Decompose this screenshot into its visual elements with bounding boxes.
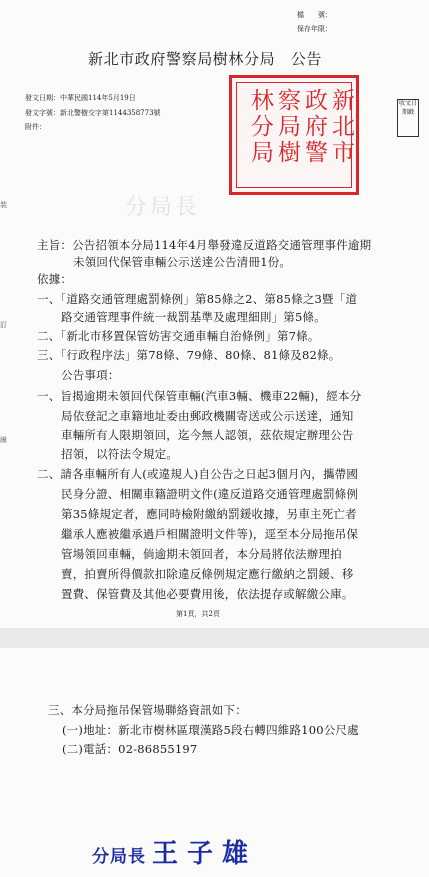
purpose-line-1: 主旨：公告招領本分局114年4月舉發違反道路交通管理事件逾期 [37, 238, 372, 252]
seal-text: 新北市政府警察局樹林分局 [247, 88, 354, 166]
basis-item: 一、「道路交通管理處罰條例」第85條之2、第85條之3暨「道 [37, 292, 358, 306]
issue-date: 發文日期：中華民國114年5月19日 [25, 94, 136, 102]
binding-mark-top: 裝 [0, 201, 7, 209]
notice-line: 民身分證、相關車籍證明文件(違反道路交通管理處罰條例 [61, 487, 359, 501]
notice-line: 第35條規定者，應同時檢附繳納罰鍰收據，另車主死亡者 [61, 507, 357, 521]
notice-line: 車輛所有人限期領回，迄今無人認領，茲依規定辦理公告 [61, 428, 354, 442]
notice-line: 置費、保管費及其他必要費用後，依法提存或解繳公庫。 [61, 587, 354, 601]
binding-mark-bottom: 線 [0, 436, 7, 444]
page-title: 新北市政府警察局樹林分局 公告 [88, 50, 323, 68]
bleed-through-mark: 分局長 [125, 195, 201, 220]
contact-address: (一)地址：新北市樹林區環漢路5段右轉四維路100公尺處 [62, 723, 359, 737]
official-seal [229, 75, 359, 195]
notice-line: 賣，拍賣所得價款扣除違反條例規定應行繳納之罰鍰、移 [61, 567, 354, 581]
page-number: 第1頁，共2頁 [176, 610, 220, 618]
notice-line: 繼承人應被繼承過戶相關證明文件等)，逕至本分局拖吊保 [61, 527, 359, 541]
file-number-label: 檔 號： [297, 11, 332, 19]
retention-period-label: 保存年限： [297, 25, 332, 33]
signature [92, 833, 257, 870]
document-number: 發文字號：新北警樹交字第1144358773號 [25, 109, 161, 117]
basis-item: 二、「新北市移置保管妨害交通車輛自治條例」第7條。 [37, 329, 320, 343]
signature-title: 分局長 [92, 847, 146, 867]
attachment-label: 附件： [25, 123, 46, 131]
notice-heading: 公告事項： [61, 368, 120, 382]
receipt-stamp: 收文日期戳 [397, 99, 419, 137]
basis-item: 路交通管理事件統一裁罰基準及處理細則」第5條。 [61, 310, 326, 324]
basis-heading: 依據： [37, 272, 73, 286]
contact-heading: 三、本分局拖吊保管場聯絡資訊如下： [48, 703, 247, 717]
notice-line: 招領，以符法令規定。 [61, 447, 178, 461]
notice-line: 局依登記之車籍地址委由郵政機關寄送或公示送達，通知 [61, 409, 354, 423]
contact-phone: (二)電話：02-86855197 [62, 742, 198, 756]
notice-line: 管場領回車輛，倘逾期未領回者，本分局將依法辦理拍 [61, 547, 342, 561]
basis-item: 三、「行政程序法」第78條、79條、80條、81條及82條。 [37, 348, 341, 362]
signature-name: 王子雄 [152, 839, 258, 869]
notice-line: 一、旨揭逾期未領回代保管車輛(汽車3輛、機車22輛)，經本分 [37, 389, 362, 403]
notice-line: 二、請各車輛所有人(或違規人)自公告之日起3個月內，攜帶國 [37, 467, 359, 481]
binding-mark-middle: 訂 [0, 321, 7, 329]
purpose-line-2: 未領回代保管車輛公示送達公告清冊1份。 [73, 255, 292, 269]
